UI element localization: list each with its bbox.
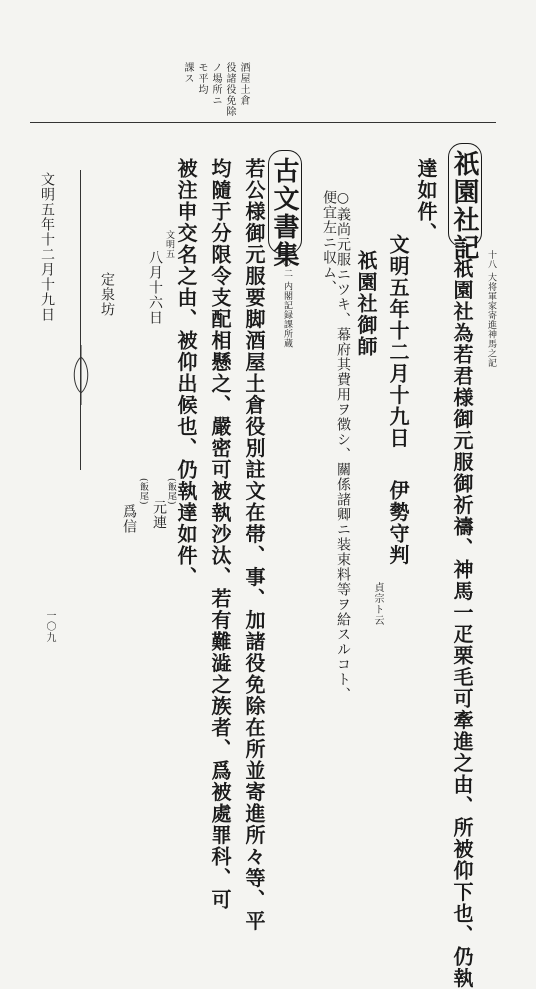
section2-line-2: 均隨于分限令支配相懸之、嚴密可被執沙汰、若有難澁之族者、爲被處罪科、可	[208, 158, 232, 911]
section1-comment: ○義尚元服ニツキ、幕府其費用ヲ徴シ、關係諸卿ニ装束料等ヲ給スルコト、便宜左ニ収ム、	[321, 190, 351, 702]
header-note-4: モ平均	[196, 62, 207, 95]
section1-recipient: 祇園社御師	[354, 250, 378, 358]
section2-title: 古文書集	[269, 157, 299, 269]
section1-line-1: 祇園社為若君様御元服御祈禱、神馬一疋栗毛可牽進之由、所被仰下也、仍執	[450, 258, 474, 989]
section2-sig2: 爲信	[121, 504, 137, 534]
header-rule	[30, 122, 496, 123]
section2-sig2-note: (飯尾)	[138, 478, 148, 506]
section2-addressee: 定泉坊	[99, 272, 115, 317]
margin-header: 文明五年十二月十九日	[39, 172, 55, 322]
section1-note: 十八 大将軍家寄進神馬之記	[486, 250, 496, 368]
header-note-2: 役諸役免除	[224, 62, 235, 117]
header-note-3: ノ場所ニ	[210, 62, 221, 106]
section1-date: 文明五年十二月十九日	[386, 234, 410, 449]
section2-note: ○二 内閣記録課所蔵	[282, 258, 292, 348]
section2-date-small: 文明五	[164, 230, 174, 259]
section2-line-3: 被注申交名之由、被仰出候也、仍執達如件、	[174, 158, 198, 588]
section2-sig1: 元連	[151, 500, 167, 530]
margin-rule	[80, 170, 81, 470]
header-note-5: 課ス	[182, 62, 193, 84]
section2-line-1: 若公様御元服要脚酒屋土倉役別註文在帯、事、加諸役免除在所並寄進所々等、平	[242, 158, 266, 932]
section2-date: 八月十六日	[147, 250, 163, 325]
header-note-1: 酒屋土倉	[238, 62, 249, 106]
section1-signer-note: 貞宗ト云	[372, 582, 383, 626]
section1-title: 祇園社記	[449, 150, 479, 262]
section1-line-2: 達如件、	[414, 158, 438, 244]
section2-sig1-note: (飯尾)	[166, 478, 176, 506]
section1-signer: 伊勢守判	[386, 480, 410, 566]
page-number: 一〇九	[44, 610, 55, 643]
ornament-icon	[70, 345, 92, 405]
